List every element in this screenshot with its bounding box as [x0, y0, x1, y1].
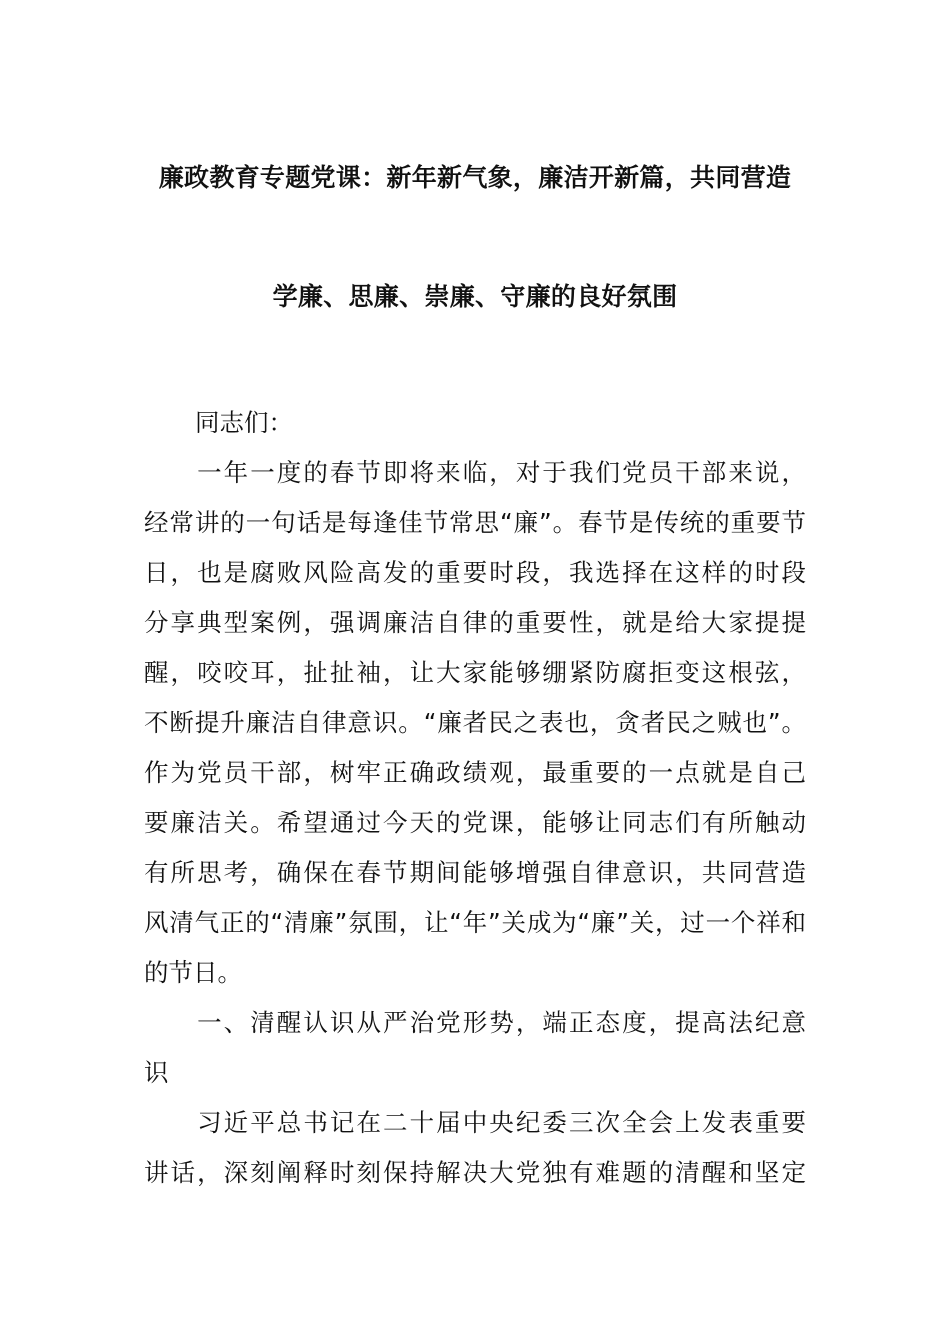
paragraph-1-line: 的节日。	[144, 958, 242, 987]
section-heading-1-line: 识	[144, 1058, 169, 1087]
paragraph-1-line: 分享典型案例，强调廉洁自律的重要性，就是给大家提提	[144, 608, 806, 637]
paragraph-2-line: 讲话，深刻阐释时刻保持解决大党独有难题的清醒和坚定	[144, 1158, 806, 1187]
paragraph-1-line: 有所思考，确保在春节期间能够增强自律意识，共同营造	[144, 858, 806, 887]
paragraph-1-line: 一年一度的春节即将来临，对于我们党员干部来说，	[195, 458, 806, 487]
paragraph-1-line: 不断提升廉洁自律意识。“廉者民之表也，贪者民之贼也”。	[144, 708, 806, 737]
section-heading-1-line: 一、清醒认识从严治党形势，端正态度，提高法纪意	[195, 1008, 806, 1037]
document-title-line-1: 廉政教育专题党课：新年新气象，廉洁开新篇，共同营造	[158, 163, 792, 192]
paragraph-1-line: 风清气正的“清廉”氛围，让“年”关成为“廉”关，过一个祥和	[144, 908, 806, 937]
paragraph-1-line: 作为党员干部，树牢正确政绩观，最重要的一点就是自己	[144, 758, 806, 787]
paragraph-1-line: 经常讲的一句话是每逢佳节常思“廉”。春节是传统的重要节	[144, 508, 806, 537]
salutation: 同志们：	[195, 408, 293, 437]
paragraph-2-line: 习近平总书记在二十届中央纪委三次全会上发表重要	[195, 1108, 806, 1137]
paragraph-1-line: 醒，咬咬耳，扯扯袖，让大家能够绷紧防腐拒变这根弦，	[144, 658, 806, 687]
paragraph-1-line: 要廉洁关。希望通过今天的党课，能够让同志们有所触动	[144, 808, 806, 837]
paragraph-1-line: 日，也是腐败风险高发的重要时段，我选择在这样的时段	[144, 558, 806, 587]
document-title-line-2: 学廉、思廉、崇廉、守廉的良好氛围	[272, 282, 678, 311]
document-body	[144, 398, 806, 1198]
